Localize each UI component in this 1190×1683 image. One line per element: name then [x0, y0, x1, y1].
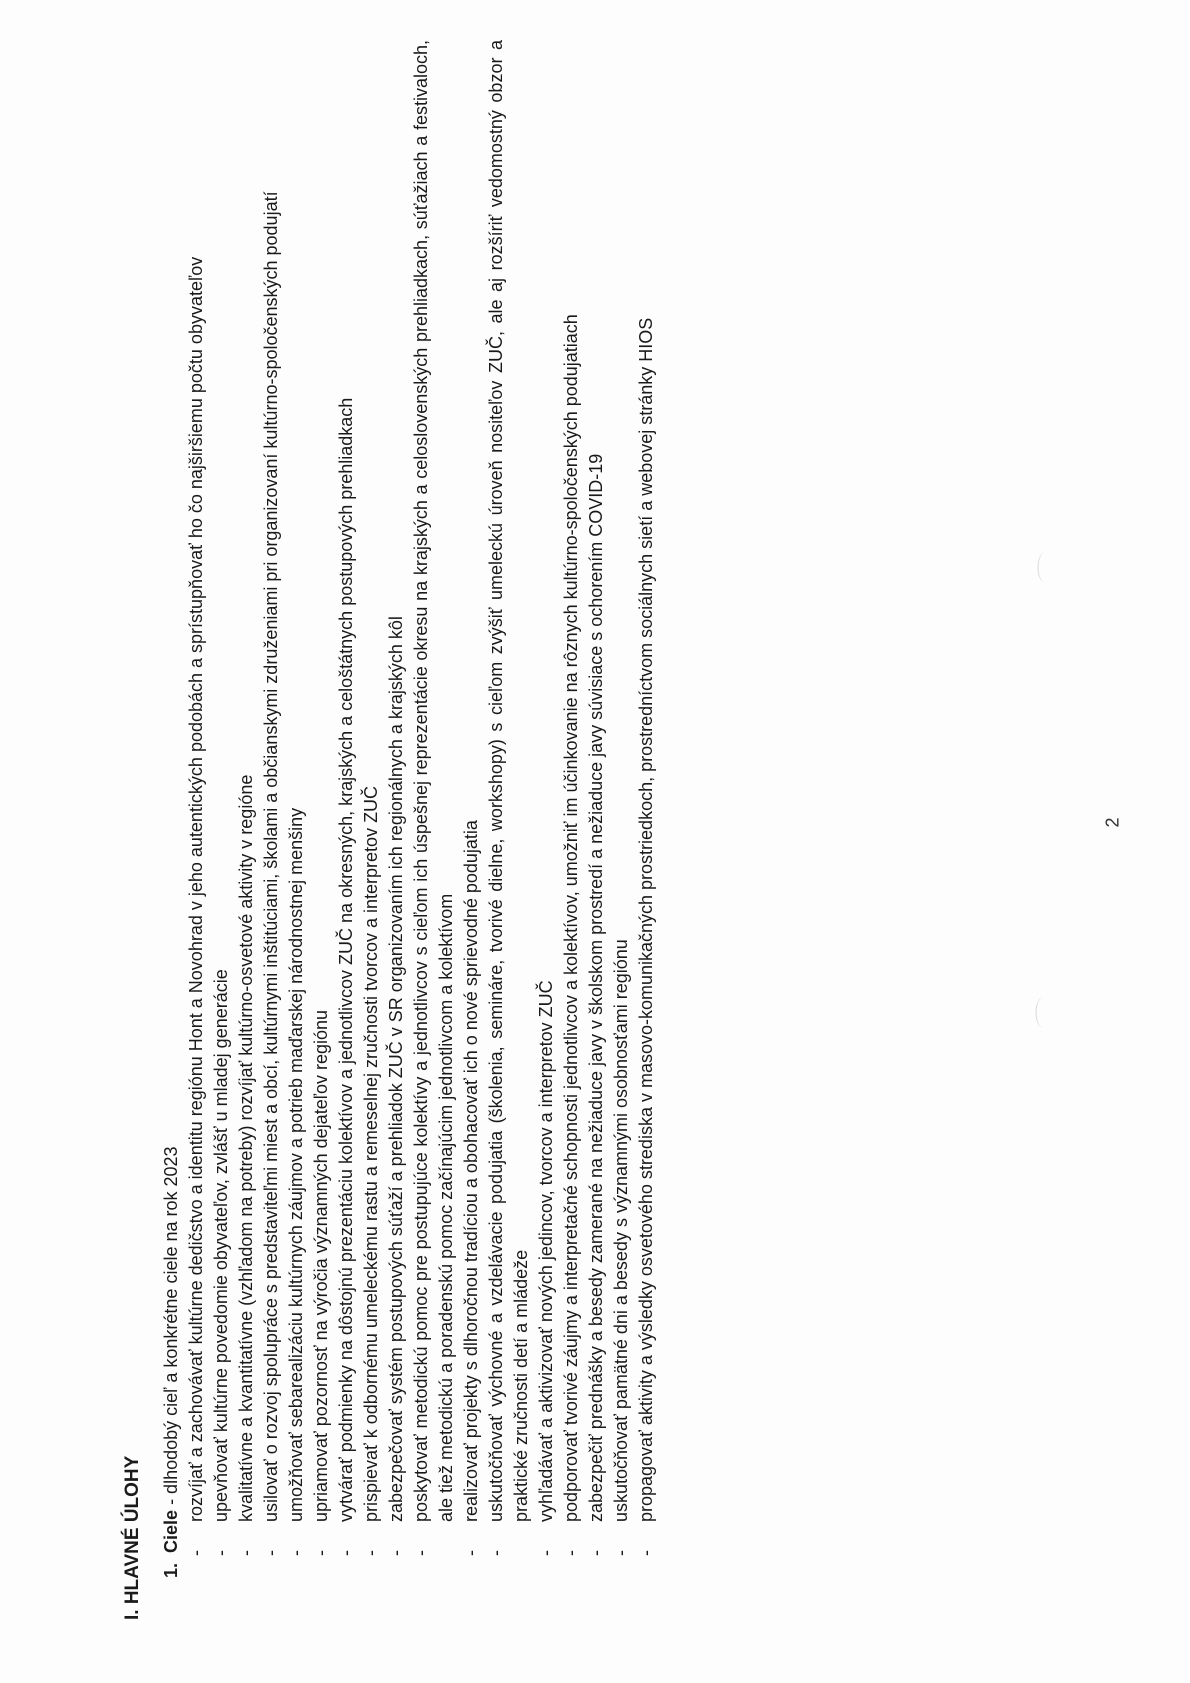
bullet-dash: -: [336, 1550, 356, 1556]
list-item-text: uskutočňovať pamätné dni a besedy s významnými osobnosťami regiónu: [611, 939, 631, 1522]
list-item: [234, 40, 259, 1620]
goals-list: [184, 40, 659, 1620]
subsection-label: Ciele: [161, 1509, 181, 1553]
bullet-dash: -: [186, 1550, 206, 1556]
list-item: [334, 40, 359, 1620]
bullet-dash: -: [536, 1550, 556, 1556]
list-item: [284, 40, 309, 1620]
list-item-text: propagovať aktivity a výsledky osvetového strediska v masovo-komunikačných prostriedkoch, prostredníctvom sociálnych sietí a webovej stránky HIOS: [636, 317, 656, 1522]
list-item: [209, 40, 234, 1620]
bullet-dash: -: [611, 1550, 631, 1556]
list-item-text: usilovať o rozvoj spolupráce s predstaviteľmi miest a obcí, kultúrnymi inštitúciami, školami a občianskymi združeniami pri organizovaní kultúrno-spoločenských podujatí: [261, 191, 281, 1522]
scan-artifact: [1036, 998, 1051, 1028]
list-item: [559, 40, 584, 1620]
list-item: [259, 40, 284, 1620]
list-item-text: umožňovať sebarealizáciu kultúrnych záujmov a potrieb maďarskej národnostnej menšiny: [286, 807, 306, 1522]
list-item: [634, 40, 659, 1620]
bullet-dash: -: [461, 1550, 481, 1556]
list-item-text: zabezpečiť prednášky a besedy zamerané na nežiaduce javy v školskom prostredí a nežiaduce javy súvisiace s ochorením COVID-19: [586, 453, 606, 1522]
list-item: [309, 40, 334, 1620]
bullet-dash: -: [211, 1550, 231, 1556]
list-item-text: podporovať tvorivé záujmy a interpretačné schopnosti jednotlivcov a kolektívov, umožniť im účinkovanie na rôznych kultúrno-spoločenských podujatiach: [561, 314, 581, 1522]
list-item: [584, 40, 609, 1620]
list-item-text: vyhľadávať a aktivizovať nových jedincov, tvorcov a interpretov ZUČ: [536, 980, 556, 1522]
list-item-text: upriamovať pozornosť na výročia významných dejateľov regiónu: [311, 1009, 331, 1522]
bullet-dash: -: [261, 1550, 281, 1556]
bullet-dash: -: [361, 1550, 381, 1556]
list-item-text: upevňovať kultúrne povedomie obyvateľov, zvlášť u mladej generácie: [211, 969, 231, 1522]
section-heading: I. HLAVNÉ ÚLOHY: [122, 1455, 143, 1620]
bullet-dash: -: [636, 1550, 656, 1556]
list-item: [459, 40, 484, 1620]
bullet-dash: -: [286, 1550, 306, 1556]
list-item-text: poskytovať metodickú pomoc pre postupujúce kolektívy a jednotlivcov s cieľom ich úspešnej reprezentácie okresu na krajských a celoslovenských prehliadkach, súťažiach a festivaloch, ale tiež metodickú a poradenskú pomoc začínajúcim jednotlivcom a kolektívom: [411, 40, 456, 1522]
list-item: [484, 40, 534, 1620]
list-item: [384, 40, 409, 1620]
bullet-dash: -: [311, 1550, 331, 1556]
subsection-number: 1.: [161, 1562, 181, 1578]
bullet-dash: -: [586, 1550, 606, 1556]
list-item-text: kvalitatívne a kvantitatívne (vzhľadom na potreby) rozvíjať kultúrno-osvetové aktivity v regióne: [236, 774, 256, 1522]
list-item-text: zabezpečovať systém postupových súťaží a prehliadok ZUČ v SR organizovaním ich regionálnych a krajských kôl: [386, 616, 406, 1522]
page-number: 2: [1102, 817, 1123, 828]
list-item: [534, 40, 559, 1620]
bullet-dash: -: [236, 1550, 256, 1556]
list-item: [184, 40, 209, 1620]
list-item-text: uskutočňovať výchovné a vzdelávacie podujatia (školenia, semináre, tvorivé dielne, workshopy) s cieľom zvýšiť umeleckú úroveň nositeľov ZUČ, ale aj rozšíriť vedomostný obzor a praktické zručnosti detí a mládeže: [486, 40, 531, 1522]
list-item-text: realizovať projekty s dlhoročnou tradíciou a obohacovať ich o nové sprievodné podujatia: [461, 820, 481, 1522]
scan-artifact: [1038, 553, 1053, 583]
rotated-content: [120, 40, 659, 1620]
list-item-text: rozvíjať a zachovávať kultúrne dedičstvo a identitu regiónu Hont a Novohrad v jeho autentických podobách a sprístupňovať ho čo najširšiemu počtu obyvateľov: [186, 256, 206, 1522]
subsection-heading: [159, 40, 184, 1578]
bullet-dash: -: [561, 1550, 581, 1556]
subsection-text: - dlhodobý cieľ a konkrétne ciele na rok 2023: [161, 1146, 181, 1510]
list-item-text: prispievať k odbornému umeleckému rastu a remeselnej zručnosti tvorcov a interpretov ZUČ: [361, 785, 381, 1522]
list-item-text: vytvárať podmienky na dôstojnú prezentáciu kolektívov a jednotlivcov ZUČ na okresných, krajských a celoštátnych postupových prehliadkach: [336, 397, 356, 1522]
bullet-dash: -: [411, 1550, 431, 1556]
list-item: [609, 40, 634, 1620]
list-item: [409, 40, 459, 1620]
bullet-dash: -: [386, 1550, 406, 1556]
list-item: [359, 40, 384, 1620]
bullet-dash: -: [486, 1550, 506, 1556]
